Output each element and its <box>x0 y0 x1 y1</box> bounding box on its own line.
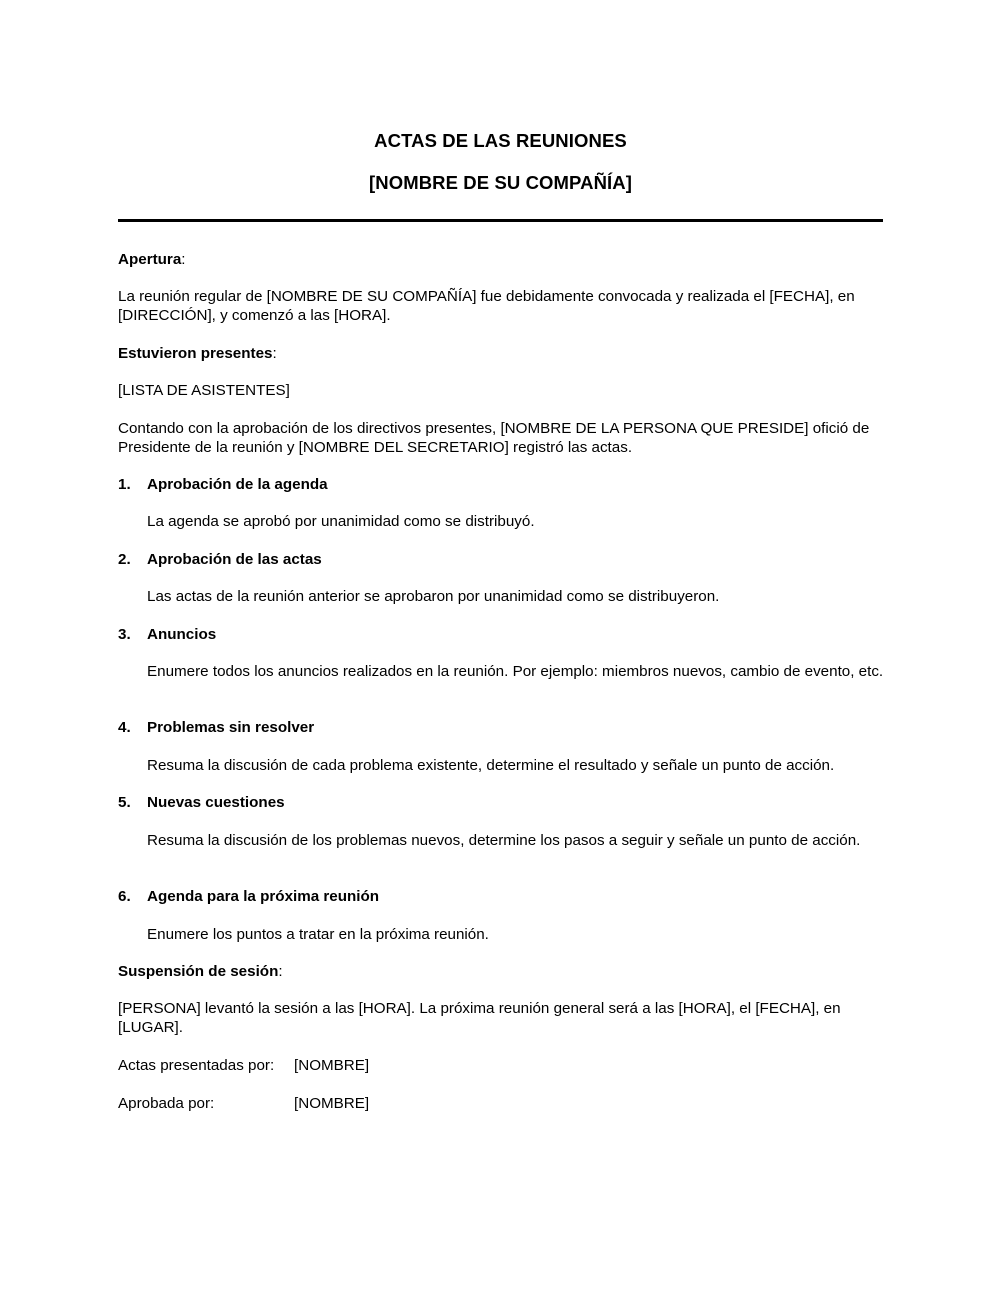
adjournment-heading-colon: : <box>278 963 283 980</box>
agenda-item-4-heading <box>118 718 314 737</box>
agenda-item-3-body: Enumere todos los anuncios realizados en la reunión. Por ejemplo: miembros nuevos, cambio de evento, etc. <box>147 663 884 680</box>
agenda-item-2-heading <box>118 550 322 569</box>
agenda-item-number: 1. <box>118 476 131 493</box>
attendees-heading <box>118 344 883 363</box>
agenda-item-number: 5. <box>118 794 131 811</box>
adjournment-heading-label: Suspensión de sesión <box>118 963 279 980</box>
agenda-item-6-heading <box>118 887 379 906</box>
attendees-list: [LISTA DE ASISTENTES] <box>118 382 290 399</box>
agenda-item-title: Aprobación de las actas <box>147 551 322 568</box>
company-name: [NOMBRE DE SU COMPAÑÍA] <box>368 172 632 193</box>
agenda-item-title: Nuevas cuestiones <box>147 794 285 811</box>
attendees-heading-colon: : <box>272 345 277 362</box>
agenda-item-6-body: Enumere los puntos a tratar en la próxima reunión. <box>147 926 489 943</box>
adjournment-text: [PERSONA] levantó la sesión a las [HORA]. La próxima reunión general será a las [HORA], el [FECHA], en [LUGAR]. <box>118 1000 841 1036</box>
signature-row-submitted <box>118 1056 369 1075</box>
attendees-text: Contando con la aprobación de los directivos presentes, [NOMBRE DE LA PERSONA QUE PRESIDE] ofició de Presidente de la reunión y [NOMBRE DEL SECRETARIO] registró las actas. <box>118 420 870 456</box>
opening-text: La reunión regular de [NOMBRE DE SU COMPAÑÍA] fue debidamente convocada y realizada el [FECHA], en [DIRECCIÓN], y comenzó a las [HORA]. <box>118 288 855 324</box>
agenda-item-5-heading <box>118 793 285 812</box>
agenda-item-title: Problemas sin resolver <box>147 719 315 736</box>
signature-row-approved <box>118 1094 369 1113</box>
agenda-item-title: Aprobación de la agenda <box>147 476 328 493</box>
agenda-item-number: 6. <box>118 888 131 905</box>
agenda-item-5-body: Resuma la discusión de los problemas nuevos, determine los pasos a seguir y señale un punto de acción. <box>147 832 861 849</box>
agenda-item-3-heading <box>118 625 216 644</box>
signature-label: Aprobada por: <box>118 1095 215 1112</box>
signature-label: Actas presentadas por: <box>118 1057 275 1074</box>
agenda-item-number: 3. <box>118 626 131 643</box>
opening-heading-colon: : <box>181 251 186 268</box>
agenda-item-number: 4. <box>118 719 131 736</box>
agenda-item-title: Agenda para la próxima reunión <box>147 888 380 905</box>
agenda-item-1-body: La agenda se aprobó por unanimidad como se distribuyó. <box>147 513 535 530</box>
signature-value: [NOMBRE] <box>294 1057 370 1074</box>
adjournment-heading <box>118 962 883 981</box>
opening-heading-label: Apertura <box>118 251 182 268</box>
attendees-heading-label: Estuvieron presentes <box>118 345 273 362</box>
agenda-item-1-heading <box>118 475 328 494</box>
horizontal-divider <box>118 219 883 222</box>
agenda-item-4-body: Resuma la discusión de cada problema existente, determine el resultado y señale un punto de acción. <box>147 757 835 774</box>
agenda-item-2-body: Las actas de la reunión anterior se aprobaron por unanimidad como se distribuyeron. <box>147 588 720 605</box>
opening-heading <box>118 250 883 269</box>
agenda-item-title: Anuncios <box>147 626 217 643</box>
agenda-item-number: 2. <box>118 551 131 568</box>
document-title: ACTAS DE LAS REUNIONES <box>374 130 627 151</box>
signature-value: [NOMBRE] <box>294 1095 370 1112</box>
